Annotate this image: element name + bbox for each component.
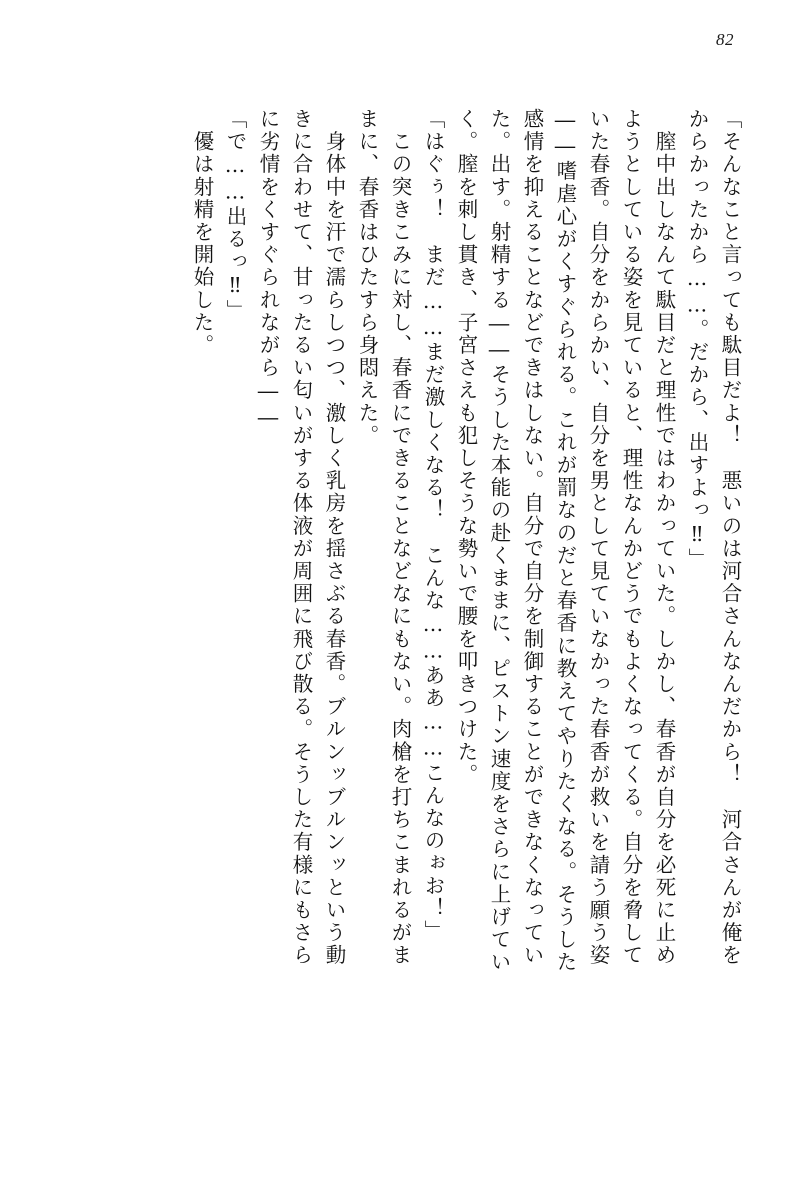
text-line: ――嗜虐心がくすぐられる。これが罰なのだと春香に教えてやりたくなる。そうした	[553, 108, 577, 974]
text-line: いた春香。自分をからかい、自分を男として見ていなかった春香が救いを請う願う姿	[586, 108, 610, 967]
text-line: 感情を抑えることなどできはしない。自分で自分を制御することができなくなってい	[520, 108, 544, 967]
text-line: からかったから……。だから、出すよっ‼」	[685, 108, 709, 571]
text-line: きに合わせて、甘ったるい匂いがする体液が周囲に飛び散る。そうした有様にもさら	[289, 108, 313, 967]
text-line: く。膣を刺し貫き、子宮さえも犯しそうな勢いで腰を叩きつけた。	[454, 108, 478, 786]
text-line: まに、春香はひたすら身悶えた。	[355, 108, 379, 447]
text-line: た。出す。射精する――そうした本能の赴くままに、ピストン速度をさらに上げてい	[487, 108, 511, 974]
text-line: ようとしている姿を見ていると、理性なんかどうでもよくなってくる。自分を脅して	[619, 108, 643, 967]
text-line: 「で……出るっ‼」	[223, 108, 247, 322]
page-number: 82	[716, 30, 734, 49]
text-line: 優は射精を開始した。	[190, 108, 214, 357]
text-line: に劣情をくすぐられながら――	[256, 108, 280, 432]
text-line: 身体中を汗で濡らしつつ、激しく乳房を揺さぶる春香。ブルンッブルンッという動	[322, 108, 346, 967]
text-line: 「そんなこと言っても駄目だよ！ 悪いのは河合さんなんだから！ 河合さんが俺を	[718, 108, 742, 967]
vertical-text-body	[44, 108, 740, 1168]
text-line: 「はぐぅ！ まだ……まだ激しくなる！ こんな……ああ……こんなのぉお！」	[421, 108, 445, 943]
text-line: 膣中出しなんて駄目だと理性ではわかっていた。しかし、春香が自分を必死に止め	[652, 108, 676, 967]
text-line: この突きこみに対し、春香にできることなどなにもない。肉槍を打ちこまれるがま	[388, 108, 412, 967]
